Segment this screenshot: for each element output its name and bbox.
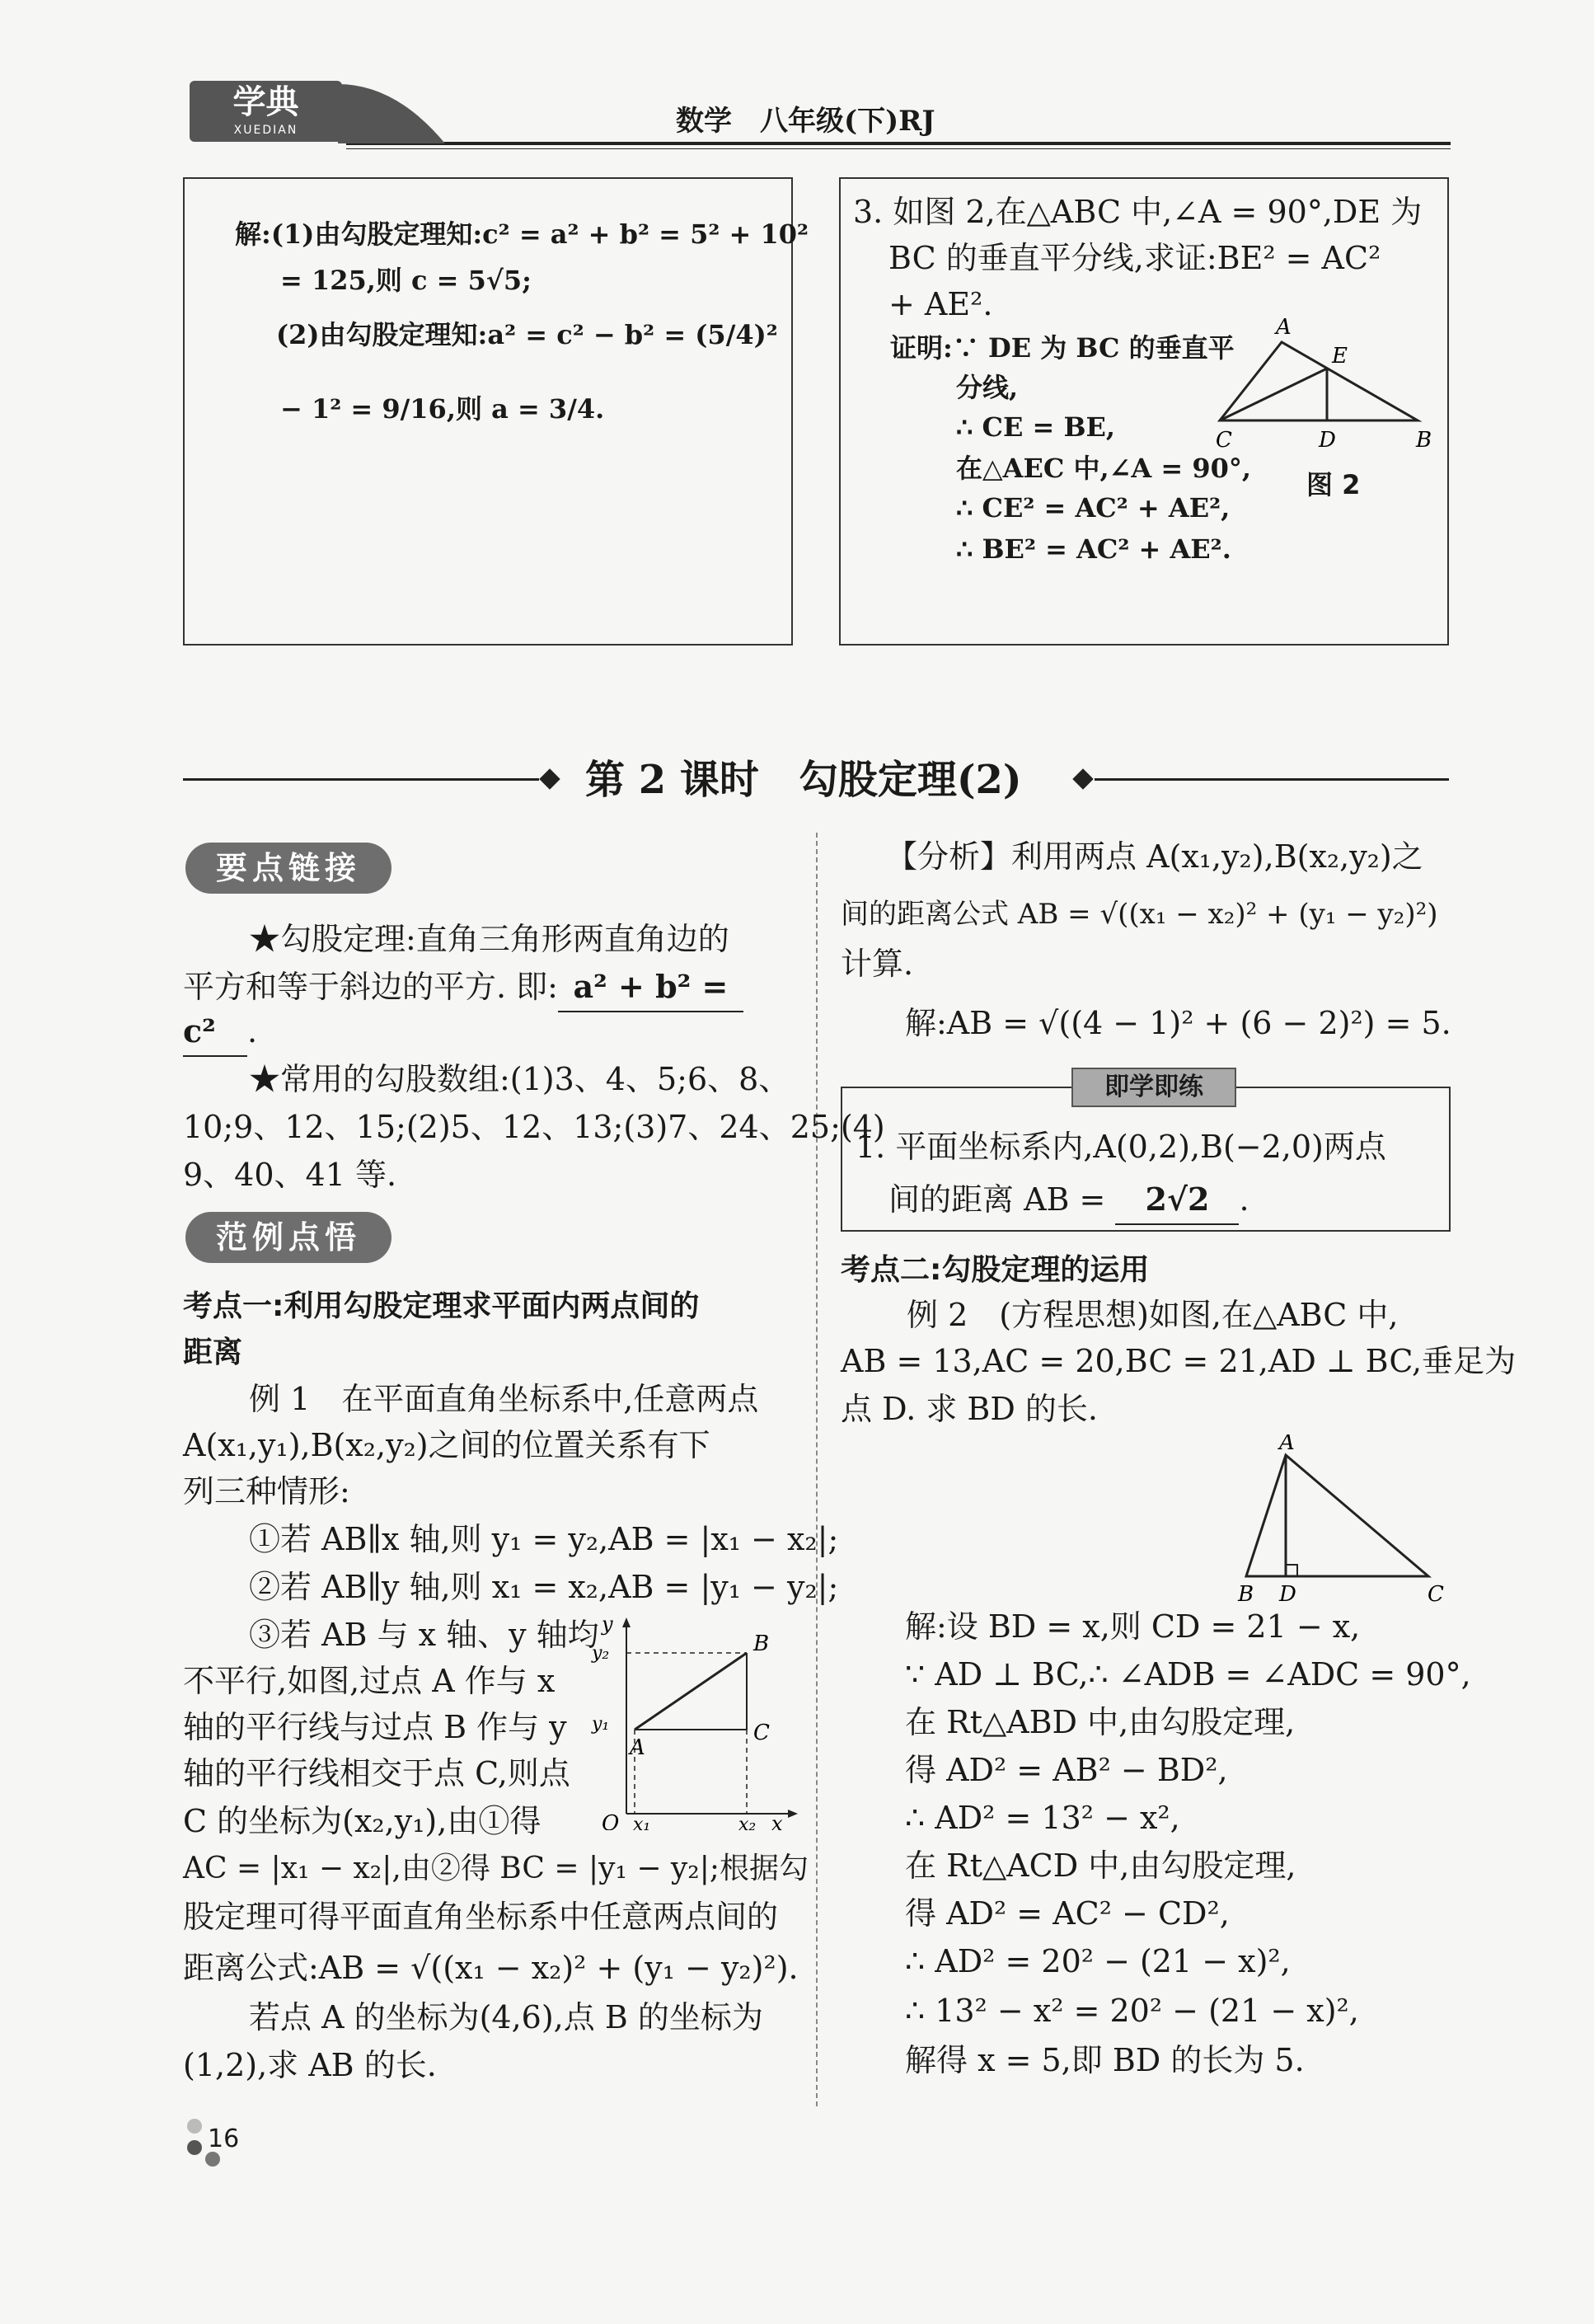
graph-label-c: C <box>753 1721 770 1745</box>
sol2-10: 解得 x = 5,即 BD 的长为 5. <box>905 2042 1305 2078</box>
question-line-1: 3. 如图 2,在△ABC 中,∠A = 90°,DE 为 <box>853 194 1423 230</box>
fig2-label-a: A <box>1276 317 1292 340</box>
graph-label-y: y <box>602 1613 613 1636</box>
practice-b <box>888 1176 1249 1225</box>
kp1-line-a: ★勾股定理:直角三角形两直角边的 <box>249 921 729 957</box>
title-rule-right <box>1095 778 1449 781</box>
logo-sub: XUEDIAN <box>233 124 298 137</box>
practice-b-text: 间的距离 AB = <box>888 1181 1106 1218</box>
sol2-8: ∴ AD² = 20² − (21 − x)², <box>905 1943 1291 1979</box>
graph-label-b: B <box>753 1631 770 1656</box>
fig2-label-e: E <box>1332 344 1348 369</box>
ex2-label-a: A <box>1279 1434 1295 1455</box>
analysis-a: 【分析】利用两点 A(x₁,y₂),B(x₂,y₂)之 <box>886 838 1423 875</box>
sol2-6: 在 Rt△ACD 中,由勾股定理, <box>905 1847 1296 1884</box>
case-3-e: C 的坐标为(x₂,y₁),由①得 <box>183 1803 541 1839</box>
sol2-1: 解:设 BD = x,则 CD = 21 − x, <box>905 1608 1361 1645</box>
ex1-line-a: 例 1 在平面直角坐标系中,任意两点 <box>249 1381 759 1417</box>
tag-key-points: 要点链接 <box>185 843 391 894</box>
case-3-d: 轴的平行线相交于点 C,则点 <box>183 1755 570 1791</box>
fig2-label-c: C <box>1216 428 1232 453</box>
kp2-line-a: ★常用的勾股数组:(1)3、4、5;6、8、 <box>249 1061 790 1097</box>
question-a: 若点 A 的坐标为(4,6),点 B 的坐标为 <box>249 1999 763 2035</box>
graph-label-y1: y₁ <box>592 1714 610 1735</box>
title-diamond-left <box>539 768 560 789</box>
coordinate-graph <box>585 1608 799 1830</box>
ex1-line-c: 列三种情形: <box>183 1473 350 1509</box>
ex2-c: 点 D. 求 BD 的长. <box>841 1391 1098 1427</box>
title-rule-left <box>183 778 539 781</box>
practice-answer: 2√2 <box>1115 1176 1239 1225</box>
answer-line-1: 解:(1)由勾股定理知:c² = a² + b² = 5² + 10² <box>235 218 809 250</box>
proof-line-4: 在△AEC 中,∠A = 90°, <box>956 453 1251 484</box>
practice-period: . <box>1239 1181 1249 1218</box>
publisher-logo <box>190 81 342 142</box>
graph-label-o: O <box>602 1811 620 1830</box>
example-2-triangle <box>1220 1434 1467 1608</box>
kp1-answer-1: a² + b² = <box>558 963 743 1012</box>
kp1-line-b <box>183 963 743 1012</box>
proof-line-3: ∴ CE = BE, <box>956 411 1116 443</box>
case-2: ②若 AB∥y 轴,则 x₁ = x₂,AB = |y₁ − y₂|; <box>249 1569 839 1605</box>
case-3-c: 轴的平行线与过点 B 作与 y <box>183 1709 567 1745</box>
section-title: 第 2 课时 勾股定理(2) <box>585 757 1022 803</box>
sol2-2: ∵ AD ⊥ BC,∴ ∠ADB = ∠ADC = 90°, <box>905 1656 1471 1693</box>
proof-line-5: ∴ CE² = AC² + AE², <box>956 492 1231 523</box>
proof-line-1: 证明:∵ DE 为 BC 的垂直平 <box>890 332 1235 364</box>
kd1-title-b: 距离 <box>183 1336 243 1369</box>
graph-label-x1: x₁ <box>633 1815 651 1830</box>
tag-examples: 范例点悟 <box>185 1212 391 1263</box>
fig2-label-b: B <box>1416 428 1432 453</box>
kp1-period: . <box>247 1013 258 1049</box>
ex2-label-c: C <box>1428 1582 1444 1607</box>
ex2-label-b: B <box>1238 1582 1254 1607</box>
ex2-a: 例 2 (方程思想)如图,在△ABC 中, <box>907 1297 1399 1333</box>
kp1-text: 平方和等于斜边的平方. 即: <box>183 969 558 1005</box>
kp1-line-c <box>183 1007 257 1057</box>
sol2-5: ∴ AD² = 13² − x², <box>905 1800 1180 1836</box>
figure-2-triangle <box>1212 317 1442 466</box>
ex2-b: AB = 13,AC = 20,BC = 21,AD ⊥ BC,垂足为 <box>841 1343 1517 1379</box>
logo-text: 学典 <box>232 82 299 121</box>
case-3-b: 不平行,如图,过点 A 作与 x <box>183 1663 556 1699</box>
title-diamond-right <box>1072 768 1093 789</box>
fig2-label-d: D <box>1319 428 1336 453</box>
graph-label-y2: y₂ <box>592 1643 610 1664</box>
case-3-g: 股定理可得平面直角坐标系中任意两点间的 <box>183 1899 779 1935</box>
case-3-f: AC = |x₁ − x₂|,由②得 BC = |y₁ − y₂|;根据勾 <box>183 1852 809 1885</box>
case-3-h: 距离公式:AB = √((x₁ − x₂)² + (y₁ − y₂)²). <box>183 1950 799 1986</box>
practice-a: 1. 平面坐标系内,A(0,2),B(−2,0)两点 <box>856 1129 1386 1165</box>
question-b: (1,2),求 AB 的长. <box>183 2047 437 2083</box>
figure-2-caption: 图 2 <box>1306 469 1361 500</box>
solution-1: 解:AB = √((4 − 1)² + (6 − 2)²) = 5. <box>905 1005 1451 1041</box>
answer-line-4: − 1² = 9/16,则 a = 3/4. <box>280 393 605 425</box>
page-number: 16 <box>208 2124 240 2153</box>
analysis-b: 间的距离公式 AB = √((x₁ − x₂)² + (y₁ − y₂)²) <box>841 898 1438 931</box>
kp2-line-c: 9、40、41 等. <box>183 1157 397 1193</box>
sol2-4: 得 AD² = AB² − BD², <box>905 1752 1228 1788</box>
answer-line-2: = 125,则 c = 5√5; <box>280 265 532 296</box>
sol2-3: 在 Rt△ABD 中,由勾股定理, <box>905 1704 1296 1740</box>
kd2-title: 考点二:勾股定理的运用 <box>841 1253 1150 1287</box>
practice-tag: 即学即练 <box>1071 1068 1236 1107</box>
case-1: ①若 AB∥x 轴,则 y₁ = y₂,AB = |x₁ − x₂|; <box>249 1521 839 1557</box>
header-rule-thin <box>346 148 1451 149</box>
ex1-line-b: A(x₁,y₁),B(x₂,y₂)之间的位置关系有下 <box>183 1427 710 1463</box>
ex2-label-d: D <box>1279 1582 1296 1607</box>
proof-line-6: ∴ BE² = AC² + AE². <box>956 533 1231 565</box>
graph-label-x: x <box>771 1812 783 1830</box>
sol2-9: ∴ 13² − x² = 20² − (21 − x)², <box>905 1993 1359 2029</box>
graph-label-a: A <box>630 1735 645 1760</box>
proof-line-2: 分线, <box>956 372 1019 403</box>
question-line-3: + AE². <box>888 286 993 322</box>
header-swoosh <box>338 81 453 147</box>
column-divider <box>816 833 818 2106</box>
answer-line-3: (2)由勾股定理知:a² = c² − b² = (5/4)² <box>276 319 778 350</box>
kp1-answer-2: c² <box>183 1007 247 1057</box>
case-3-a: ③若 AB 与 x 轴、y 轴均 <box>249 1617 599 1653</box>
analysis-c: 计算. <box>841 946 914 982</box>
header-subject: 数学 八年级(下)RJ <box>676 105 935 138</box>
kp2-line-b: 10;9、12、15;(2)5、12、13;(3)7、24、25;(4) <box>183 1109 885 1145</box>
question-line-2: BC 的垂直平分线,求证:BE² = AC² <box>888 240 1381 276</box>
sol2-7: 得 AD² = AC² − CD², <box>905 1895 1230 1932</box>
kd1-title-a: 考点一:利用勾股定理求平面内两点间的 <box>183 1289 700 1323</box>
graph-label-x2: x₂ <box>738 1815 757 1830</box>
